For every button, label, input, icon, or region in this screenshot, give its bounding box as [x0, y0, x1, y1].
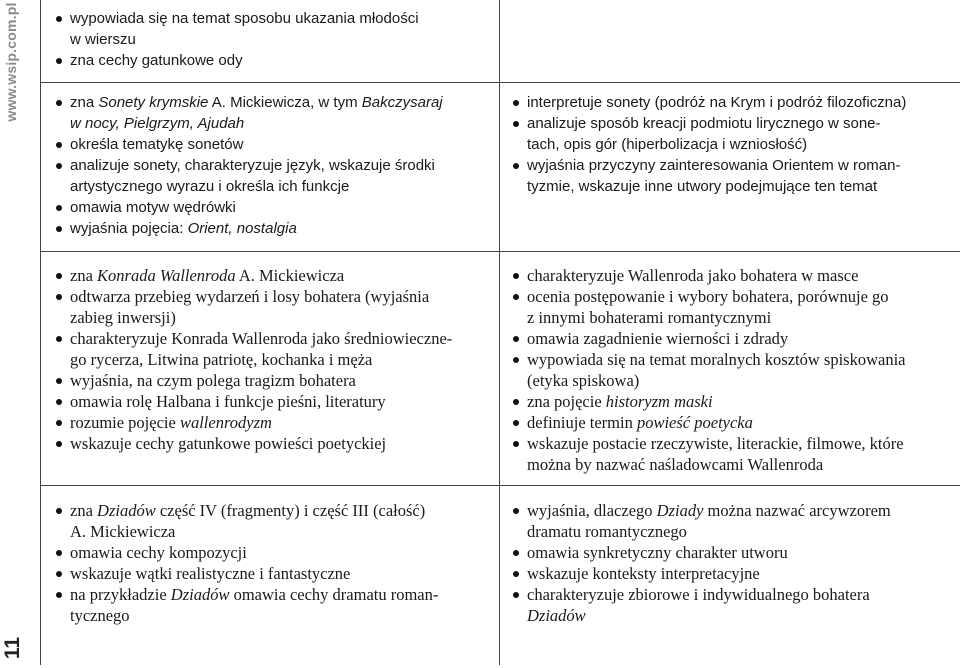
row-divider-2	[40, 251, 960, 252]
item-text: artystycznego wyrazu i określa ich funkcje	[70, 178, 350, 195]
italic-title: wallenrodyzm	[179, 413, 272, 432]
italic-title: Dziadów	[170, 585, 230, 604]
italic-title: Konrada Wallenroda	[97, 266, 236, 285]
item-text: można nazwać arcywzorem	[703, 501, 891, 520]
item-text: można by nazwać naśladowcami Wallenroda	[527, 455, 824, 474]
page-margin	[0, 0, 26, 665]
item-text: (etyka spiskowa)	[527, 371, 640, 390]
bullet-icon	[56, 378, 62, 384]
requirements-list	[55, 500, 495, 626]
item-text: omawia synkretyczny charakter utworu	[527, 543, 788, 562]
list-item	[55, 197, 495, 218]
italic-title: historyzm maski	[605, 392, 713, 411]
bullet-icon	[513, 592, 519, 598]
bullet-icon	[513, 294, 519, 300]
bullet-icon	[513, 357, 519, 363]
list-item	[55, 584, 495, 626]
bullet-icon	[56, 571, 62, 577]
bullet-icon	[56, 399, 62, 405]
item-text: tycznego	[70, 606, 130, 625]
item-text: wypowiada się na temat moralnych kosztów spiskowania	[527, 350, 906, 369]
list-item	[512, 349, 952, 391]
italic-title: Dziadów	[97, 501, 156, 520]
row-2-extended	[512, 92, 952, 197]
item-text: A. Mickiewicza, w tym	[208, 94, 362, 111]
bullet-icon	[56, 592, 62, 598]
italic-title: Orient, nostalgia	[187, 220, 297, 237]
item-text: wskazuje wątki realistyczne i fantastyczne	[70, 564, 351, 583]
bullet-icon	[56, 550, 62, 556]
bullet-icon	[513, 508, 519, 514]
bullet-icon	[56, 420, 62, 426]
list-item	[512, 328, 952, 349]
list-item	[512, 542, 952, 563]
bullet-icon	[513, 441, 519, 447]
italic-title: Dziady	[656, 501, 704, 520]
bullet-icon	[56, 163, 62, 169]
row-4-extended	[512, 500, 952, 626]
item-text: z innymi bohaterami romantycznymi	[527, 308, 772, 327]
list-item	[55, 286, 495, 328]
list-item	[512, 92, 952, 113]
item-text: wyjaśnia pojęcia:	[70, 220, 188, 237]
item-text: omawia cechy dramatu roman-	[229, 585, 439, 604]
bullet-icon	[56, 100, 62, 106]
list-item	[55, 50, 495, 71]
list-item	[512, 155, 952, 197]
item-text: zna	[70, 501, 98, 520]
item-text: rozumie pojęcie	[70, 413, 180, 432]
row-divider-1	[40, 82, 960, 83]
row-divider-3	[40, 485, 960, 486]
italic-title: Bakczysaraj	[361, 94, 443, 111]
item-text: charakteryzuje Konrada Wallenroda jako średniowieczne-	[70, 329, 453, 348]
bullet-icon	[513, 100, 519, 106]
bullet-icon	[56, 142, 62, 148]
item-text: charakteryzuje zbiorowe i indywidualnego bohatera	[527, 585, 870, 604]
item-text: go rycerza, Litwina patriotę, kochanka i męża	[70, 350, 373, 369]
list-item	[512, 563, 952, 584]
list-item	[55, 8, 495, 50]
row-3-basic	[55, 265, 495, 454]
item-text: zna	[70, 94, 99, 111]
item-text: omawia rolę Halbana i funkcje pieśni, literatury	[70, 392, 386, 411]
item-text: ocenia postępowanie i wybory bohatera, porównuje go	[527, 287, 889, 306]
list-item	[512, 286, 952, 328]
list-item	[512, 391, 952, 412]
bullet-icon	[56, 58, 62, 64]
item-text: zna	[70, 266, 98, 285]
bullet-icon	[513, 163, 519, 169]
bullet-icon	[56, 336, 62, 342]
requirements-list	[512, 265, 952, 475]
bullet-icon	[56, 226, 62, 232]
list-item	[55, 412, 495, 433]
item-text: omawia motyw wędrówki	[70, 199, 236, 216]
item-text: interpretuje sonety (podróż na Krym i podróż filozoficzna)	[527, 94, 907, 111]
bullet-icon	[56, 441, 62, 447]
bullet-icon	[56, 294, 62, 300]
italic-title: w nocy, Pielgrzym, Ajudah	[70, 115, 245, 132]
list-item	[55, 134, 495, 155]
list-item	[512, 584, 952, 626]
list-item	[55, 542, 495, 563]
item-text: zna pojęcie	[527, 392, 606, 411]
bullet-icon	[56, 205, 62, 211]
item-text: definiuje termin	[527, 413, 637, 432]
bullet-icon	[56, 508, 62, 514]
list-item	[55, 218, 495, 239]
bullet-icon	[56, 273, 62, 279]
publisher-url: www.wsip.com.pl	[3, 2, 19, 122]
list-item	[512, 412, 952, 433]
list-item	[512, 265, 952, 286]
item-text: określa tematykę sonetów	[70, 136, 244, 153]
list-item	[55, 155, 495, 197]
item-text: omawia cechy kompozycji	[70, 543, 247, 562]
row-2-basic	[55, 92, 495, 239]
item-text: część IV (fragmenty) i część III (całość)	[155, 501, 426, 520]
row-3-extended	[512, 265, 952, 475]
list-item	[55, 92, 495, 134]
requirements-list	[512, 92, 952, 197]
item-text: dramatu romantycznego	[527, 522, 687, 541]
item-text: charakteryzuje Wallenroda jako bohatera w masce	[527, 266, 859, 285]
item-text: zabieg inwersji)	[70, 308, 176, 327]
list-item	[55, 500, 495, 542]
item-text: odtwarza przebieg wydarzeń i losy bohatera (wyjaśnia	[70, 287, 430, 306]
item-text: wskazuje konteksty interpretacyjne	[527, 564, 760, 583]
item-text: wskazuje postacie rzeczywiste, literackie, filmowe, które	[527, 434, 904, 453]
table-column-divider	[499, 0, 500, 665]
item-text: zna cechy gatunkowe ody	[70, 52, 243, 69]
item-text: na przykładzie	[70, 585, 171, 604]
bullet-icon	[513, 399, 519, 405]
item-text: w wierszu	[70, 31, 136, 48]
requirements-list	[512, 500, 952, 626]
table-border-left	[40, 0, 41, 665]
list-item	[55, 563, 495, 584]
list-item	[55, 433, 495, 454]
bullet-icon	[513, 571, 519, 577]
item-text: tach, opis gór (hiperbolizacja i wzniosłość)	[527, 136, 808, 153]
item-text: A. Mickiewicza	[235, 266, 345, 285]
item-text: analizuje sposób kreacji podmiotu lirycznego w sone-	[527, 115, 881, 132]
item-text: tyzmie, wskazuje inne utwory podejmujące ten temat	[527, 178, 878, 195]
list-item	[55, 391, 495, 412]
bullet-icon	[513, 550, 519, 556]
item-text: wyjaśnia, na czym polega tragizm bohatera	[70, 371, 356, 390]
item-text: omawia zagadnienie wierności i zdrady	[527, 329, 789, 348]
italic-title: Sonety krymskie	[98, 94, 209, 111]
item-text: A. Mickiewicza	[70, 522, 176, 541]
bullet-icon	[56, 16, 62, 22]
row-1-basic	[55, 8, 495, 71]
bullet-icon	[513, 273, 519, 279]
list-item	[55, 328, 495, 370]
requirements-list	[55, 92, 495, 239]
list-item	[512, 113, 952, 155]
bullet-icon	[513, 121, 519, 127]
requirements-list	[55, 8, 495, 71]
item-text: wyjaśnia przyczyny zainteresowania Orientem w roman-	[527, 157, 901, 174]
list-item	[55, 265, 495, 286]
row-4-basic	[55, 500, 495, 626]
bullet-icon	[513, 420, 519, 426]
item-text: wypowiada się na temat sposobu ukazania młodości	[70, 10, 419, 27]
item-text: analizuje sonety, charakteryzuje język, wskazuje środki	[70, 157, 435, 174]
list-item	[55, 370, 495, 391]
italic-title: powieść poetycka	[636, 413, 753, 432]
list-item	[512, 433, 952, 475]
page-number: 11	[1, 636, 24, 660]
item-text: wskazuje cechy gatunkowe powieści poetyckiej	[70, 434, 387, 453]
bullet-icon	[513, 336, 519, 342]
italic-title: Dziadów	[527, 606, 586, 625]
requirements-list	[55, 265, 495, 454]
item-text: wyjaśnia, dlaczego	[527, 501, 657, 520]
list-item	[512, 500, 952, 542]
